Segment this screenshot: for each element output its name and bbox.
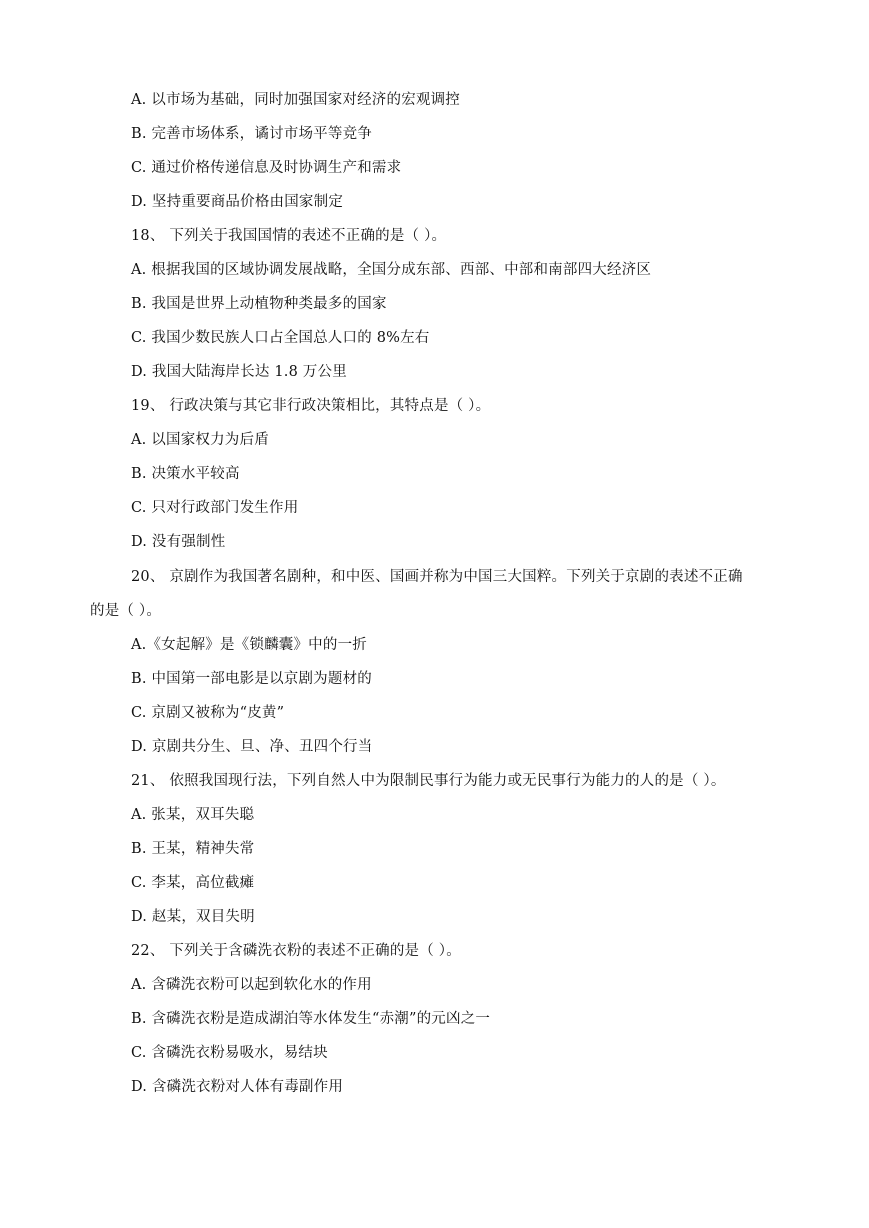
option-line: B. 决策水平较高 (131, 466, 240, 482)
option-line: A. 根据我国的区域协调发展战略，全国分成东部、西部、中部和南部四大经济区 (131, 262, 652, 278)
option-line: D. 坚持重要商品价格由国家制定 (131, 194, 344, 210)
option-line: B. 王某，精神失常 (131, 841, 255, 857)
option-line: C. 李某，高位截瘫 (131, 875, 255, 891)
option-line: B. 完善市场体系，谲讨市场平等竞争 (131, 126, 372, 142)
question-line: 22、 下列关于含磷洗衣粉的表述不正确的是（ ）。 (131, 943, 461, 959)
option-line: D. 我国大陆海岸长达 1.8 万公里 (131, 364, 347, 380)
option-line: D. 没有强制性 (131, 534, 226, 550)
option-line: B. 中国第一部电影是以京剧为题材的 (131, 671, 372, 687)
option-line: D. 京剧共分生、旦、净、丑四个行当 (131, 739, 373, 755)
option-line: C. 通过价格传递信息及时协调生产和需求 (131, 160, 402, 176)
question-line: 19、 行政决策与其它非行政决策相比，其特点是（ ）。 (131, 398, 491, 414)
question-line: 20、 京剧作为我国著名剧种，和中医、国画并称为中国三大国粹。下列关于京剧的表述不正确 (131, 569, 743, 585)
question-continuation-line: 的是（ ）。 (90, 603, 162, 619)
option-line: C. 京剧又被称为“皮黄” (131, 705, 285, 721)
question-line: 18、 下列关于我国国情的表述不正确的是（ ）。 (131, 228, 447, 244)
option-line: A. 以国家权力为后盾 (131, 432, 269, 448)
question-line: 21、 依照我国现行法，下列自然人中为限制民事行为能力或无民事行为能力的人的是（ ）。 (131, 773, 726, 789)
option-line: B. 含磷洗衣粉是造成湖泊等水体发生“赤潮”的元凶之一 (131, 1011, 491, 1027)
option-line: C. 只对行政部门发生作用 (131, 500, 299, 516)
option-line: C. 我国少数民族人口占全国总人口的 8%左右 (131, 330, 430, 346)
option-line: A. 张某，双耳失聪 (131, 807, 255, 823)
option-line: A. 以市场为基础，同时加强国家对经济的宏观调控 (131, 92, 460, 108)
option-line: A.《女起解》是《锁麟囊》中的一折 (131, 637, 367, 653)
option-line: D. 含磷洗衣粉对人体有毒副作用 (131, 1079, 344, 1095)
option-line: D. 赵某，双目失明 (131, 909, 255, 925)
option-line: C. 含磷洗衣粉易吸水，易结块 (131, 1045, 328, 1061)
option-line: B. 我国是世界上动植物种类最多的国家 (131, 296, 387, 312)
option-line: A. 含磷洗衣粉可以起到软化水的作用 (131, 977, 372, 993)
